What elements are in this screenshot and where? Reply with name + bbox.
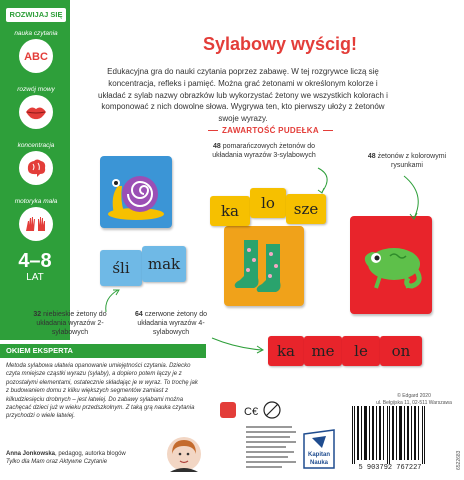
svg-text:C€: C€ [244, 406, 259, 418]
copyright: © Edgard 2020 ul. Bełgijska 11, 02-511 Warszawa [376, 393, 452, 406]
author-role: , pedagog, autorka blogów [55, 451, 126, 457]
game-title: Sylabowy wyścig! [202, 34, 358, 54]
syllable-tile: ka [268, 336, 304, 366]
fineprint-lines [246, 426, 296, 470]
note-count: 48 [213, 143, 221, 150]
syllable-tile: śli [100, 250, 142, 286]
expert-box [0, 344, 206, 480]
syllable-tile: le [342, 336, 380, 366]
note-count: 64 [134, 311, 143, 318]
expert-quote: Metoda sylabowa ułatwia opanowanie umiejętności czytania. Dziecko czyta mniejsze cząstki wyrazu (sylaby), a dopiero potem łączy je z pozostałymi elementami, ostatecznie składając je w wyraz. To trochę jak z budowaniem domu z kilku większych segmentów zamiast z kilkudziesięciu drobnych – jest łatwiej. Do zabawy sylabami można zachęcać dzieci już w wieku przedszkolnym. Z taką grą nauka czytania przychodzi o wiele łatwiej. [6, 363, 198, 420]
barcode-number: 5 903792 767227 [358, 464, 422, 472]
syllable-tile: me [304, 336, 342, 366]
skill-label: rozwój mowy [17, 86, 55, 93]
kapitan-nauka-logo-icon [300, 424, 338, 472]
expert-author [6, 450, 156, 466]
age-number: 4–8 [18, 250, 52, 272]
syllable-tile: ka [210, 196, 250, 226]
abc-icon-text: ABC [24, 51, 48, 63]
contents-heading: ZAWARTOŚĆ PUDEŁKA [222, 126, 319, 135]
product-code: 6522683 [456, 450, 462, 470]
brand-line1: Kapitan [307, 452, 331, 458]
note-count: 32 [33, 311, 42, 318]
skill-label: motoryka mała [14, 198, 58, 205]
brand-line2: Nauka [309, 460, 329, 466]
game-description: Edukacyjna gra do nauki czytania poprzez zabawę. W tej rozgrywce liczą się koncentracja, refleks i pamięć. Można grać żetonami w określonym kolorze i układać z sylab nazwy obrazków lub wykorzystać żetony we wszystkich kolorach i komponować z nich dowolne słowa. Wygrywa ten, kto pierwszy ułoży z żetonów swoje wyrazy. [98, 67, 388, 124]
author-portrait-icon [166, 436, 202, 474]
syllable-tile: lo [250, 188, 286, 218]
note-text: żetonów z kolorowymi rysunkami [377, 153, 447, 169]
legal-fineprint [246, 426, 296, 472]
sidebar-heading: ROZWIJAJ SIĘ [6, 8, 66, 22]
syllable-tile: on [380, 336, 422, 366]
author-name: Anna Jonkowska [6, 451, 56, 457]
syllable-tile: sze [286, 194, 326, 224]
note-text: czerwone żetony do układania wyrazów 4-sylabowych [137, 311, 207, 336]
note-text: pomarańczowych żetonów do układania wyrazów 3-sylabowych [212, 143, 316, 159]
skill-label: nauka czytania [14, 30, 58, 37]
brand-logo [300, 424, 338, 472]
note-count: 48 [367, 153, 376, 160]
skill-label: koncentracja [17, 142, 55, 149]
expert-heading: OKIEM EKSPERTA [0, 344, 206, 358]
safety-icons [220, 398, 290, 424]
age-unit: LAT [26, 272, 44, 283]
syllable-tile: mak [142, 246, 186, 282]
author-blogs: Tylko dla Mam oraz Aktywne Czytanie [6, 459, 108, 465]
note-text: niebieskie żetony do układania wyrazów 2-sylabowych [36, 311, 107, 336]
barcode-icon [350, 406, 430, 464]
